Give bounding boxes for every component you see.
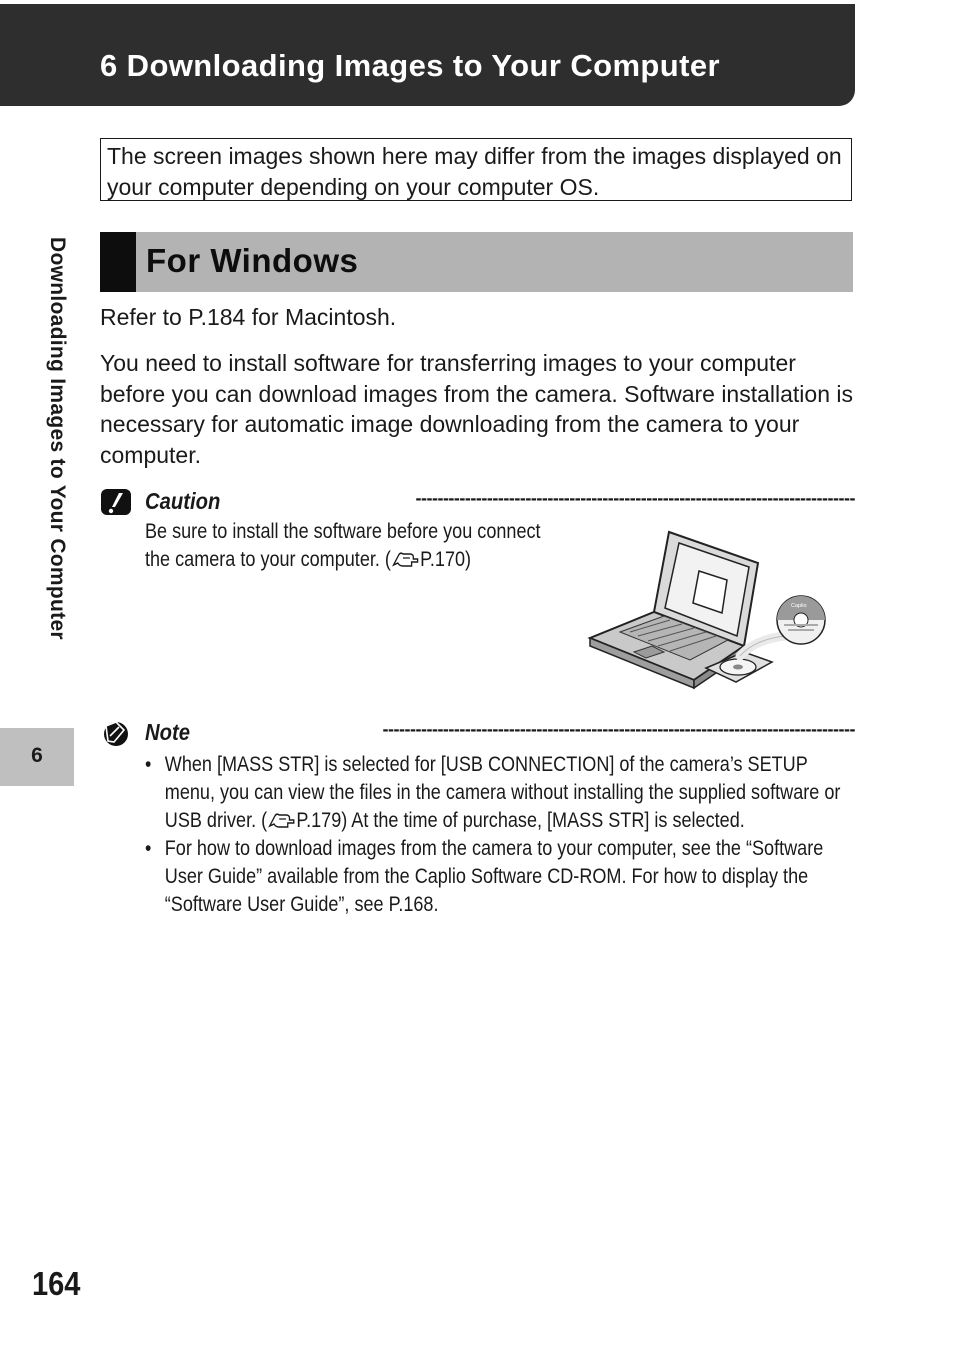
note-title: Note	[145, 719, 190, 745]
laptop-cd-illustration	[586, 528, 830, 693]
section-marker	[100, 232, 136, 292]
section-title: For Windows	[146, 242, 359, 279]
note-item-line: When [MASS STR] is selected for [USB CONNECTION] of the camera’s SETUP	[164, 753, 808, 776]
note-pencil-icon	[100, 719, 132, 747]
page-reference-icon	[391, 549, 420, 569]
caution-line-text: the camera to your computer. (	[145, 548, 391, 571]
note-rule: --------------------------------------------------------------------------------------	[382, 719, 855, 739]
section-heading-bar	[100, 232, 853, 292]
note-item-line	[165, 807, 841, 835]
caution-line-ref: P.170)	[420, 548, 472, 571]
note-heading	[100, 717, 855, 751]
side-chapter-label: Downloading Images to Your Computer	[46, 237, 69, 640]
caution-icon	[100, 488, 132, 516]
note-line-text: P.179) At the time of purchase, [MASS STR] is selected.	[296, 809, 745, 832]
caution-text	[145, 518, 541, 574]
page-number: 164	[32, 1265, 81, 1302]
notice-box: The screen images shown here may differ from the images displayed on your computer depending on your computer OS.	[100, 138, 852, 201]
note-item-line: “Software User Guide”, see P.168.	[164, 893, 439, 916]
chapter-title: 6 Downloading Images to Your Computer	[100, 48, 720, 83]
note-item-line: menu, you can view the files in the camera without installing the supplied software or	[164, 781, 841, 804]
macintosh-reference: Refer to P.184 for Macintosh.	[100, 304, 397, 330]
side-chapter-number: 6	[31, 744, 43, 767]
note-item-line: User Guide” available from the Caplio Software CD-ROM. For how to display the	[164, 865, 809, 888]
caution-heading	[100, 486, 855, 520]
bullet: •	[145, 753, 152, 776]
caution-title: Caution	[145, 488, 221, 514]
caution-line	[145, 546, 541, 574]
bullet: •	[145, 837, 152, 860]
cd-label: Caplio	[791, 603, 807, 609]
note-item-line: For how to download images from the camera to your computer, see the “Software	[164, 837, 824, 860]
note-item	[145, 751, 840, 835]
note-line-text: USB driver. (	[164, 809, 268, 832]
caution-line: Be sure to install the software before you connect	[145, 520, 541, 543]
caution-rule: --------------------------------------------------------------------------------	[415, 488, 855, 508]
note-list	[145, 751, 840, 919]
intro-paragraph: You need to install software for transferring images to your computer before you can download images from the camera. Software installation is necessary for automatic image downloading from the camera to your computer.	[100, 350, 854, 468]
note-item	[145, 835, 840, 919]
page-reference-icon	[267, 810, 296, 830]
